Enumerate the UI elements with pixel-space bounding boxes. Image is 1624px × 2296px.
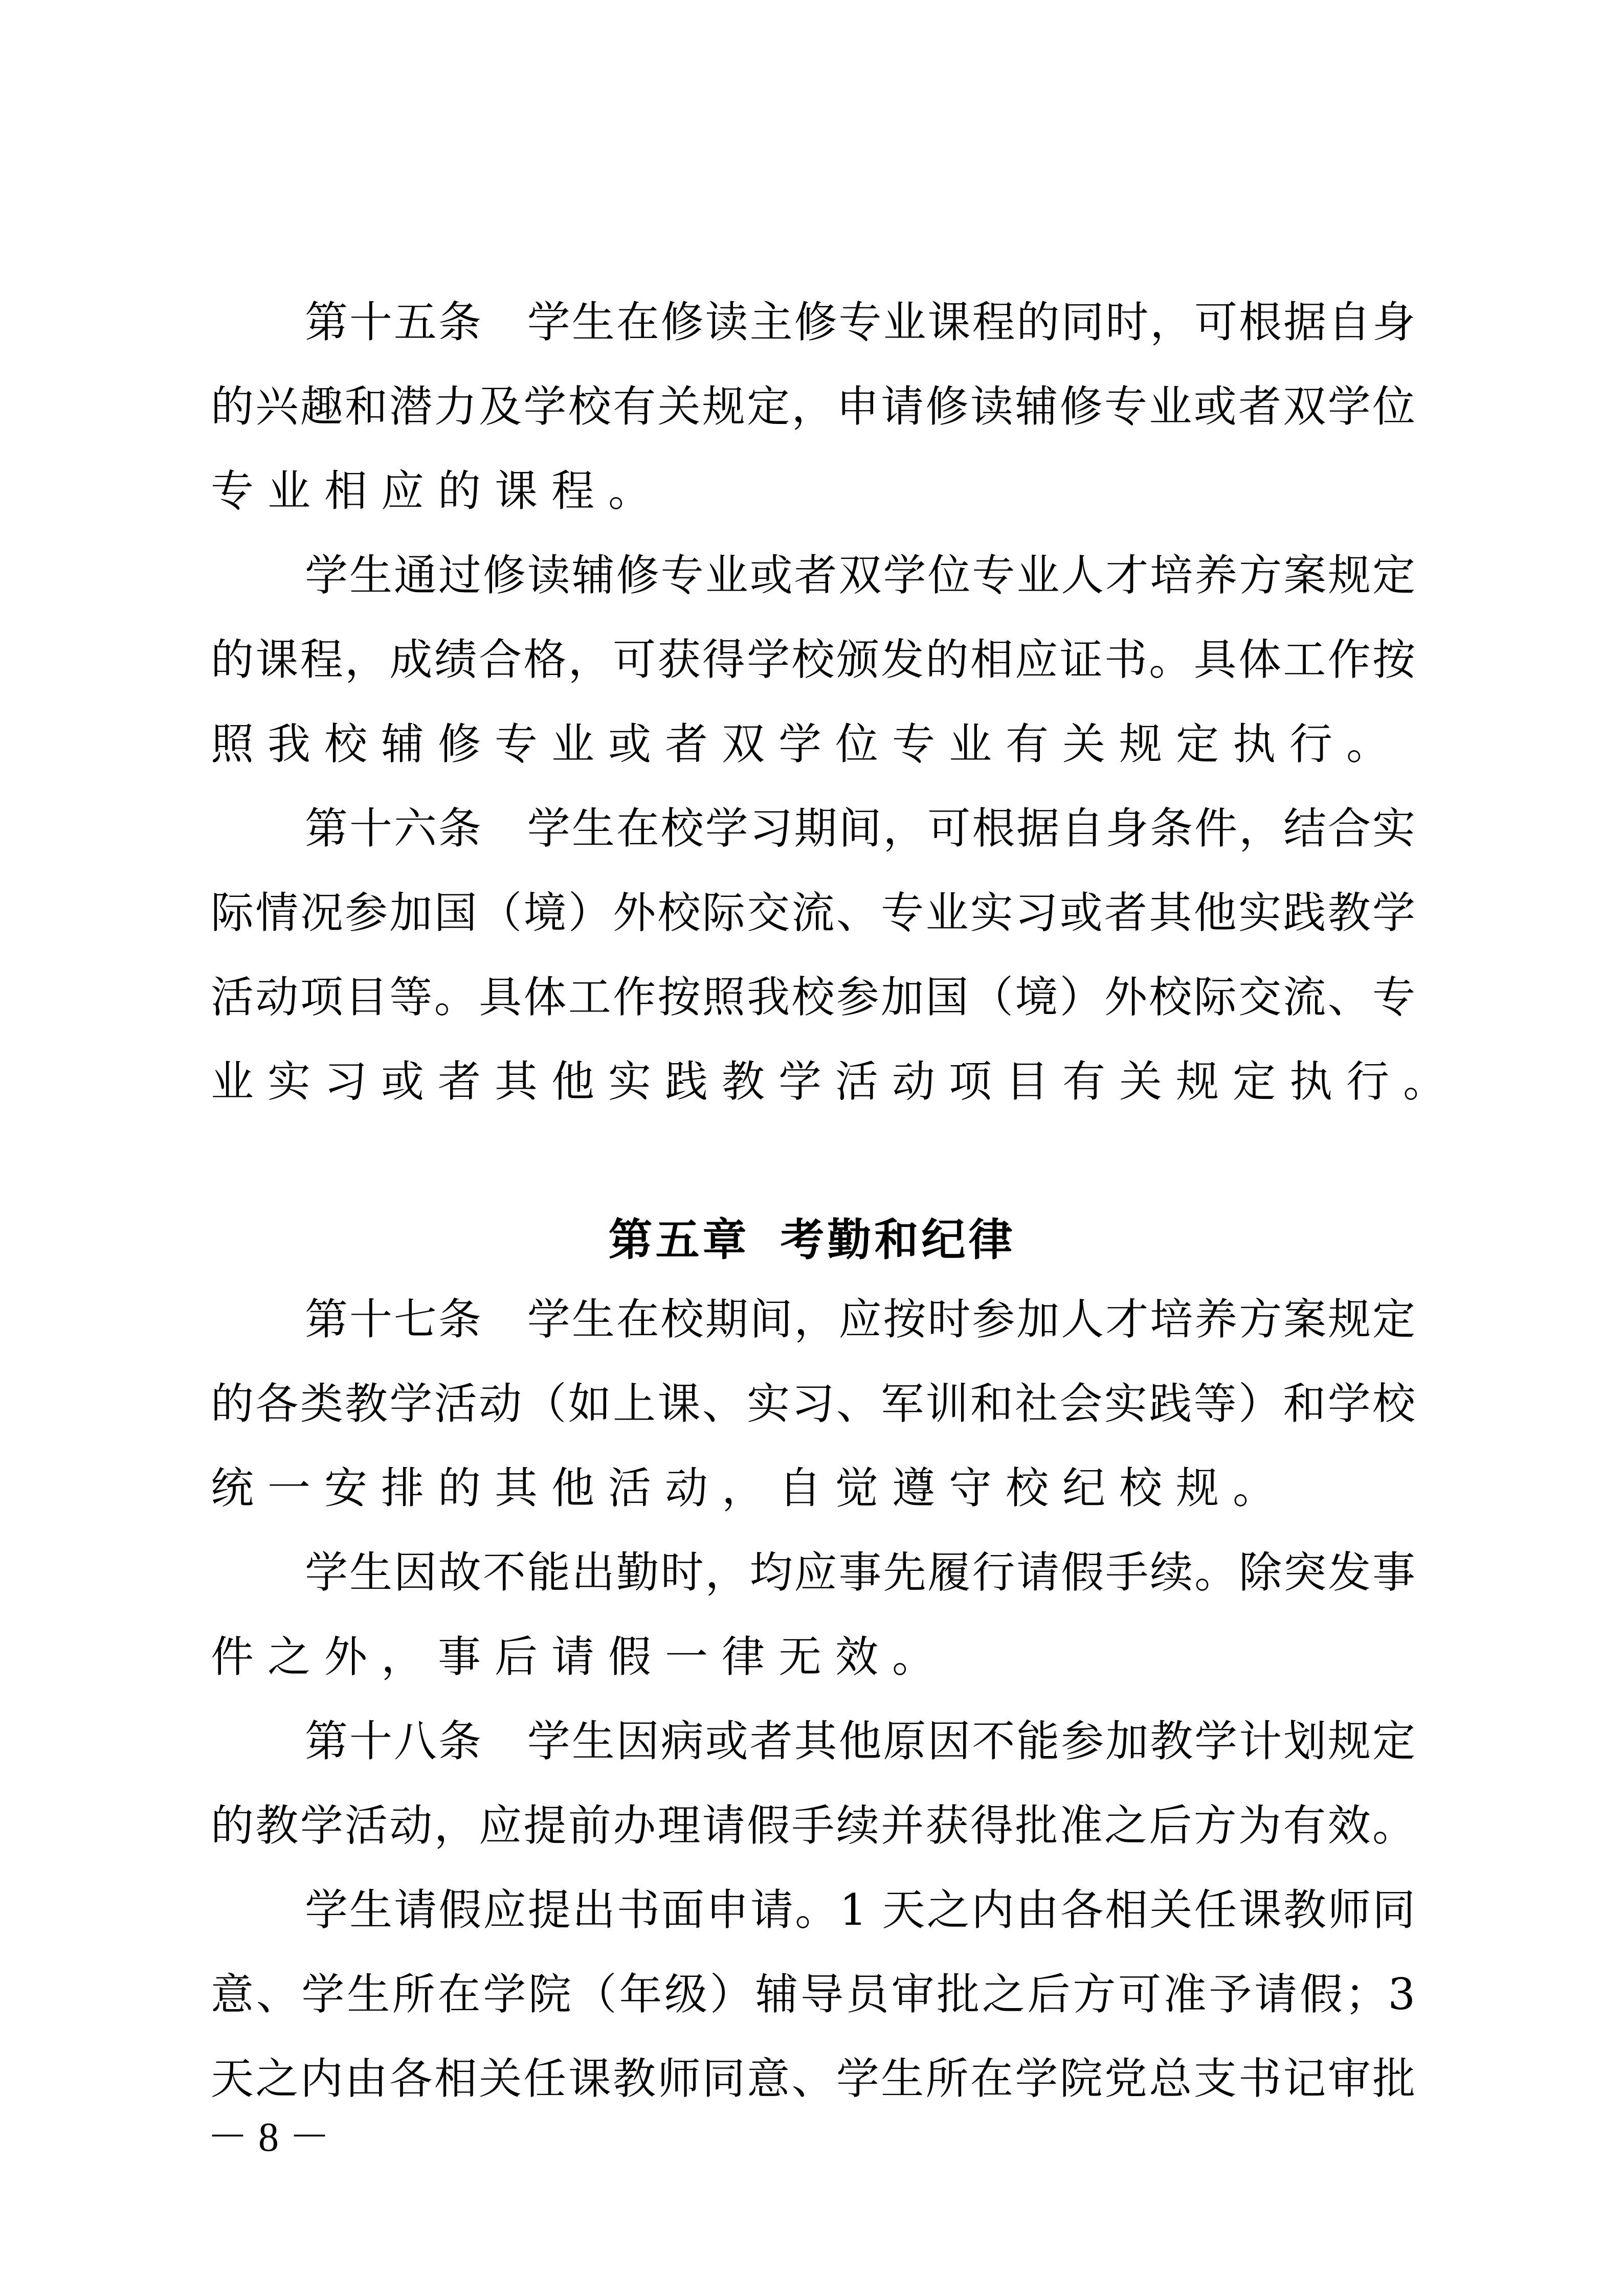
article-18-line-1: 第十八条 学生因病或者其他原因不能参加教学计划规定 bbox=[305, 1716, 1415, 1766]
article-17-p2-line-1: 学生因故不能出勤时，均应事先履行请假手续。除突发事 bbox=[305, 1547, 1415, 1597]
chapter-number: 第五章 bbox=[608, 1214, 750, 1266]
article-17-line-3: 统一安排的其他活动，自觉遵守校纪校规。 bbox=[211, 1463, 1290, 1513]
article-16-line-2: 际情况参加国（境）外校际交流、专业实习或者其他实践教学 bbox=[211, 888, 1415, 938]
article-16-line-4: 业实习或者其他实践教学活动项目有关规定执行。 bbox=[211, 1056, 1460, 1107]
chapter-heading bbox=[0, 1207, 1624, 1273]
article-15-line-2: 的兴趣和潜力及学校有关规定，申请修读辅修专业或者双学位 bbox=[211, 381, 1415, 432]
article-17-line-2: 的各类教学活动（如上课、实习、军训和社会实践等）和学校 bbox=[211, 1379, 1415, 1429]
chapter-title: 考勤和纪律 bbox=[780, 1214, 1016, 1266]
article-17-line-1: 第十七条 学生在校期间，应按时参加人才培养方案规定 bbox=[305, 1294, 1415, 1344]
article-16-line-1: 第十六条 学生在校学习期间，可根据自身条件，结合实 bbox=[305, 803, 1415, 853]
article-18-p2-line-1: 学生请假应提出书面申请。1 天之内由各相关任课教师同 bbox=[305, 1885, 1415, 1935]
article-18-line-2: 的教学活动，应提前办理请假手续并获得批准之后方为有效。 bbox=[211, 1800, 1415, 1851]
page-number: － 8 － bbox=[207, 2115, 330, 2160]
article-17-p2-line-2: 件之外，事后请假一律无效。 bbox=[211, 1632, 949, 1682]
article-18-p2-line-2: 意、学生所在学院（年级）辅导员审批之后方可准予请假；3 bbox=[211, 1969, 1415, 2019]
article-15-p2-line-3: 照我校辅修专业或者双学位专业有关规定执行。 bbox=[211, 719, 1404, 769]
article-15-line-3: 专业相应的课程。 bbox=[211, 466, 665, 516]
article-15-line-1: 第十五条 学生在修读主修专业课程的同时，可根据自身 bbox=[305, 297, 1415, 347]
article-15-p2-line-2: 的课程，成绩合格，可获得学校颁发的相应证书。具体工作按 bbox=[211, 635, 1415, 685]
article-18-p2-line-3: 天之内由各相关任课教师同意、学生所在学院党总支书记审批 bbox=[211, 2054, 1415, 2104]
article-16-line-3: 活动项目等。具体工作按照我校参加国（境）外校际交流、专 bbox=[211, 972, 1415, 1022]
article-15-p2-line-1: 学生通过修读辅修专业或者双学位专业人才培养方案规定 bbox=[305, 550, 1415, 600]
